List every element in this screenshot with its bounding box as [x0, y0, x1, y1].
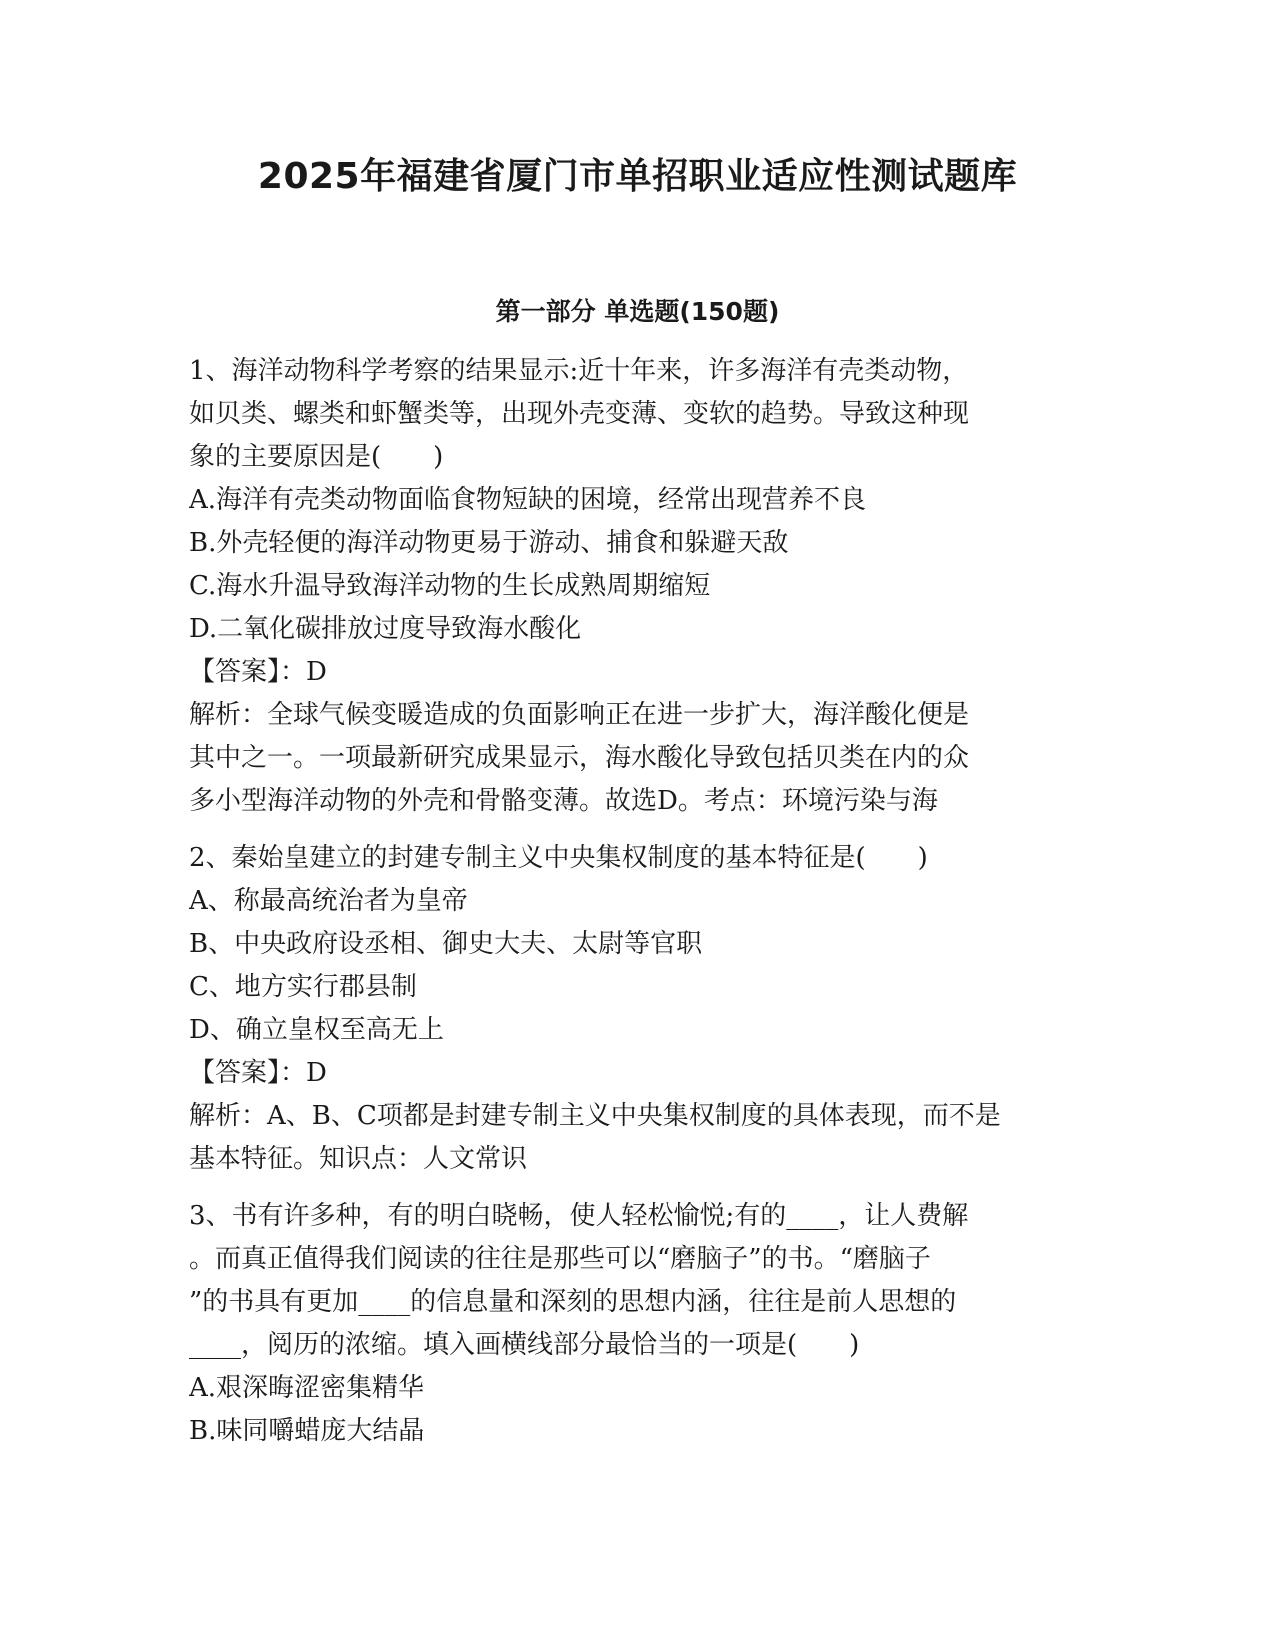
question-1-analysis-line: 多小型海洋动物的外壳和骨骼变薄。故选D。考点：环境污染与海: [189, 786, 938, 816]
question-1-option-c: C.海水升温导致海洋动物的生长成熟周期缩短: [189, 571, 711, 601]
question-1: [189, 350, 1089, 823]
question-2-option-d: D、确立皇权至高无上: [189, 1015, 444, 1045]
question-1-option-d: D.二氧化碳排放过度导致海水酸化: [189, 614, 582, 644]
question-3-stem-line: ”的书具有更加____的信息量和深刻的思想内涵，往往是前人思想的: [189, 1287, 957, 1317]
question-2: [189, 837, 1089, 1181]
question-3: [189, 1195, 1089, 1453]
question-2-answer: 【答案】：D: [189, 1058, 327, 1088]
question-3-option-b: B.味同嚼蜡庞大结晶: [189, 1416, 425, 1446]
question-2-option-b: B、中央政府设丞相、御史大夫、太尉等官职: [189, 929, 703, 959]
question-2-stem-line: 2、秦始皇建立的封建专制主义中央集权制度的基本特征是( ): [189, 843, 928, 873]
question-list: [189, 350, 1089, 1453]
question-2-analysis-line: 基本特征。知识点：人文常识: [189, 1144, 528, 1174]
question-2-option-a: A、称最高统治者为皇帝: [189, 886, 468, 916]
document-title: 2025年福建省厦门市单招职业适应性测试题库: [257, 156, 1018, 197]
question-3-option-a: A.艰深晦涩密集精华: [189, 1373, 425, 1403]
question-1-option-a: A.海洋有壳类动物面临食物短缺的困境，经常出现营养不良: [189, 485, 867, 515]
question-1-analysis-line: 解析：全球气候变暖造成的负面影响正在进一步扩大，海洋酸化便是: [189, 700, 970, 730]
section-heading: 第一部分 单选题(150题): [495, 297, 780, 326]
question-3-stem-line: 。而真正值得我们阅读的往往是那些可以“磨脑子”的书。“磨脑子: [189, 1244, 931, 1274]
question-1-stem-line: 象的主要原因是( ): [189, 442, 444, 472]
question-3-stem-line: 3、书有许多种，有的明白晓畅，使人轻松愉悦;有的____，让人费解: [189, 1201, 969, 1231]
question-1-answer: 【答案】：D: [189, 657, 327, 687]
question-1-analysis-line: 其中之一。一项最新研究成果显示，海水酸化导致包括贝类在内的众: [189, 743, 970, 773]
question-3-stem-line: ____，阅历的浓缩。填入画横线部分最恰当的一项是( ): [189, 1330, 860, 1360]
question-2-option-c: C、地方实行郡县制: [189, 972, 417, 1002]
question-1-stem-line: 如贝类、螺类和虾蟹类等，出现外壳变薄、变软的趋势。导致这种现: [189, 399, 970, 429]
question-1-option-b: B.外壳轻便的海洋动物更易于游动、捕食和躲避天敌: [189, 528, 789, 558]
question-2-analysis-line: 解析：A、B、C项都是封建专制主义中央集权制度的具体表现，而不是: [189, 1101, 1001, 1131]
question-1-stem-line: 1、海洋动物科学考察的结果显示:近十年来，许多海洋有壳类动物，: [189, 356, 969, 386]
